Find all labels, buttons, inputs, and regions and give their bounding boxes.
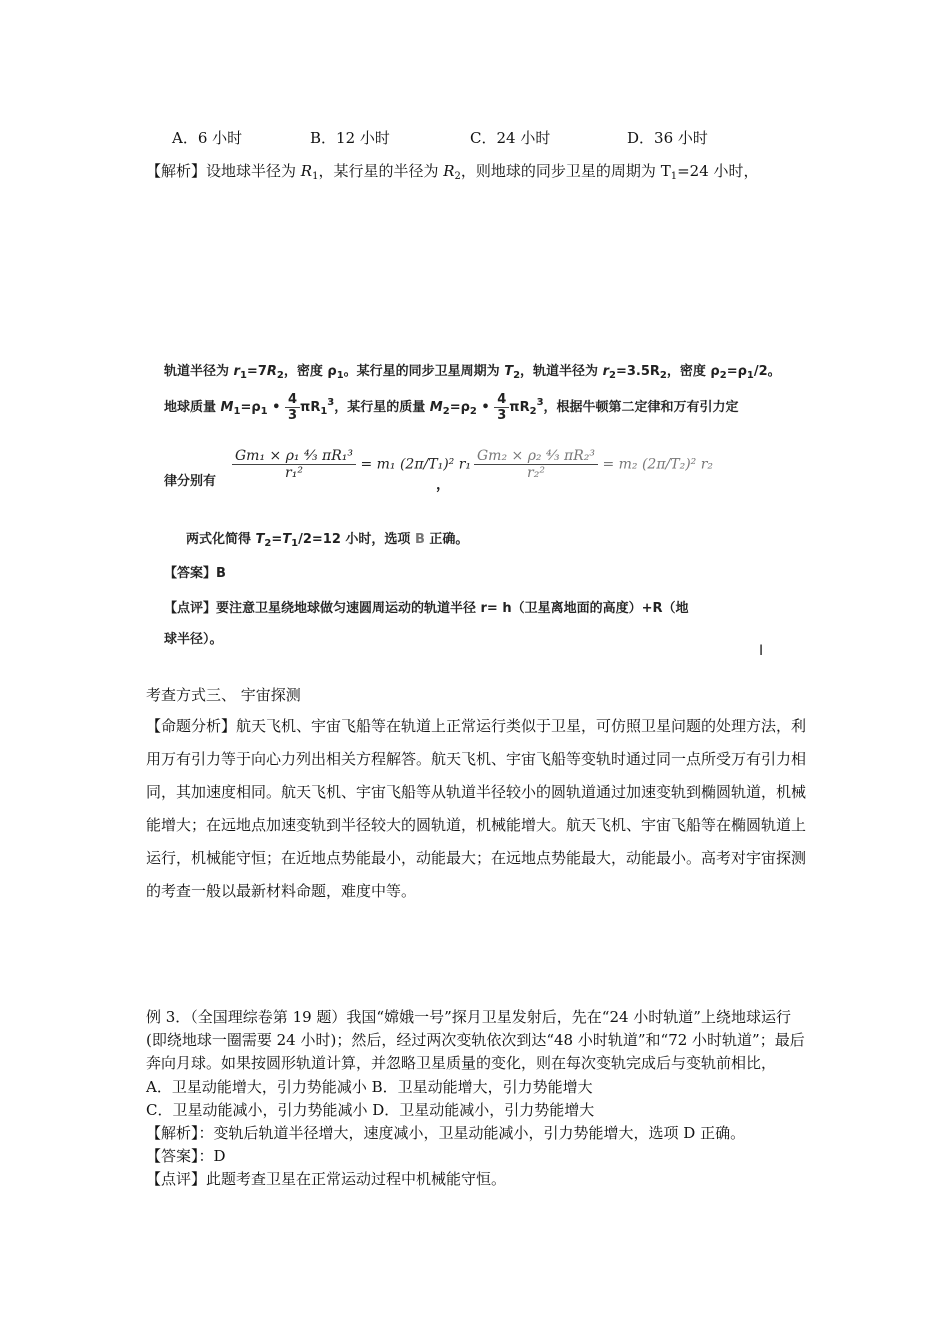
example3-answer: 【答案】：D <box>146 1147 226 1165</box>
analysis-line <box>146 160 759 182</box>
analysis-text-c: ，则地球的同步卫星的周期为 T <box>460 162 671 180</box>
analysis-text-b: ，某行星的半径为 <box>318 162 444 180</box>
example3-comment: 【点评】此题考查卫星在正常运动过程中机械能守恒。 <box>146 1170 507 1188</box>
fraction-4-3: $\frac{4}{3}$ <box>285 392 300 423</box>
image-comment-b: 球半径）。 <box>164 632 223 647</box>
image-line-4: 两式化简得 $T_2=T_1/2=12$ 小时，选项 B 正确。 <box>186 532 469 549</box>
fraction-4-3-b: $\frac{4}{3}$ <box>494 392 509 423</box>
analysis-r1-sub: 1 <box>312 171 319 182</box>
analysis-t1-sub: 1 <box>670 171 678 182</box>
option-c: C．24 小时 <box>470 129 551 147</box>
equation-1: $\frac{\text{Gm₁ × ρ₁ ⁴⁄₃ πR₁³}}{\text{r₁²}}$ = m₁ (2π/T₁)² r₁ <box>232 448 471 481</box>
equation-comma: ， <box>436 477 450 493</box>
image-answer: 【答案】B <box>164 566 226 581</box>
analysis-r1: R <box>300 162 313 180</box>
analysis-text-a: 设地球半径为 <box>206 162 301 180</box>
option-b: B．12 小时 <box>310 129 390 147</box>
example3-stem: 例 3．（全国理综卷第 19 题）我国“嫦娥一号”探月卫星发射后，先在“24 小时轨道”上绕地球运行(即绕地球一圈需要 24 小时)；然后，经过两次变轨依次到达“48 小时轨道”和“72 小时轨道”；最后奔向月球。如果按圆形轨道计算，并忽略卫星质量的变化，则在每次变轨完成后与变轨前相比， <box>146 1008 805 1072</box>
text-cursor-mark: I <box>759 643 764 659</box>
example3-analysis: 【解析】：变轨后轨道半径增大，速度减小，卫星动能减小，引力势能增大，选项 D 正确。 <box>146 1124 746 1142</box>
image-comment-a: 【点评】要注意卫星绕地球做匀速圆周运动的轨道半径 r= h（卫星离地面的高度）+R（地 <box>164 601 689 616</box>
section-title: 考查方式三、 宇宙探测 <box>146 686 301 704</box>
analysis-tag: 【解析】 <box>146 162 207 180</box>
image-line-1: 轨道半径为 $r_1=7R_2$，密度 $\rho_1$。某行星的同步卫星周期为 $T_2$，轨道半径为 $r_2=3.5R_2$，密度 $\rho_2=\rho_1/2$。 <box>164 364 781 381</box>
equation-2: $\frac{\text{Gm₂ × ρ₂ ⁴⁄₃ πR₂³}}{\text{r₂²}}$ = m₂ (2π/T₂)² r₂ <box>474 448 713 481</box>
example3-options-ab: A．卫星动能增大，引力势能减小 B．卫星动能增大，引力势能增大 <box>146 1078 593 1096</box>
analysis-text-d: =24 小时， <box>677 162 759 180</box>
image-line-3-label: 律分别有 <box>164 474 217 489</box>
section-paragraph: 【命题分析】航天飞机、宇宙飞船等在轨道上正常运行类似于卫星，可仿照卫星问题的处理方法，利用万有引力等于向心力列出相关方程解答。航天飞机、宇宙飞船等变轨时通过同一点所受万有引力相同，其加速度相同。航天飞机、宇宙飞船等从轨道半径较小的圆轨道通过加速变轨到椭圆轨道，机械能增大；在远地点加速变轨到半径较大的圆轨道，机械能增大。航天飞机、宇宙飞船等在椭圆轨道上运行，机械能守恒；在近地点势能最小，动能最大；在远地点势能最大，动能最小。高考对宇宙探测的考查一般以最新材料命题，难度中等。 <box>146 717 807 900</box>
option-d: D．36 小时 <box>627 129 708 147</box>
analysis-r2: R <box>443 162 455 180</box>
example3-options-cd: C．卫星动能减小，引力势能减小 D．卫星动能减小，引力势能增大 <box>146 1101 595 1119</box>
analysis-r2-sub: 2 <box>454 171 461 182</box>
image-line-2: 地球质量 $M_1=\rho_1$ • $\frac{4}{3}$ $\pi R_1^3$，某行星的质量 $M_2=\rho_2$ • $\frac{4}{3}$ $\pi R_2^3$，根据牛顿第二定律和万有引力定 <box>164 392 739 423</box>
option-a: A．6 小时 <box>172 129 243 147</box>
